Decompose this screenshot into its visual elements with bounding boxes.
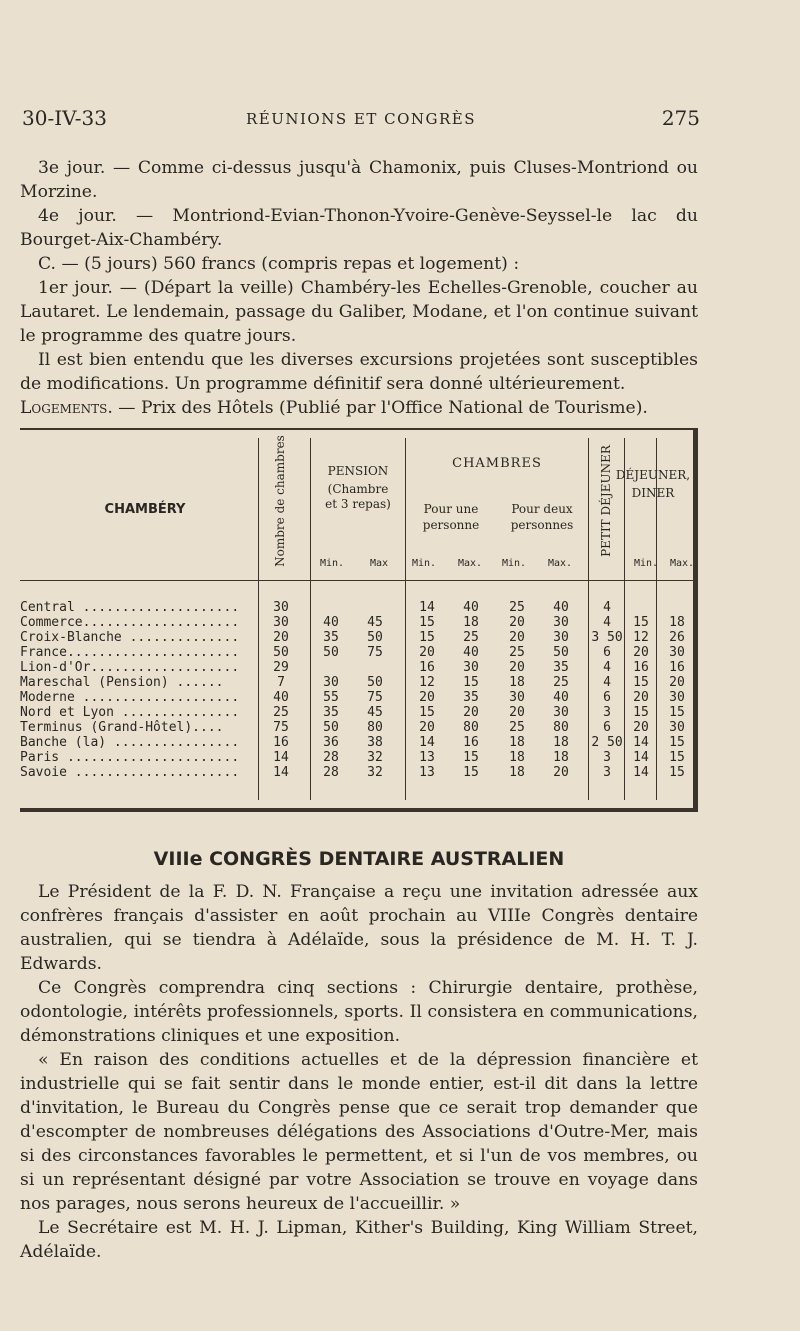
table-frame xyxy=(20,428,698,812)
meal-max: 15 xyxy=(669,735,685,750)
pension-max: 45 xyxy=(367,615,383,630)
double-min: 20 xyxy=(509,705,525,720)
double-max: 20 xyxy=(553,765,569,780)
pension-subheading: (Chambre xyxy=(327,482,389,496)
header-date: 30-IV-33 xyxy=(22,106,107,130)
meal-min: 15 xyxy=(633,675,649,690)
double-max: 40 xyxy=(553,690,569,705)
max-label: Max. xyxy=(670,558,695,569)
breakfast-price: 4 xyxy=(603,660,611,675)
page-header xyxy=(22,106,700,136)
pension-max: 50 xyxy=(367,675,383,690)
double-max: 18 xyxy=(553,735,569,750)
table-header-rule xyxy=(20,580,693,581)
breakfast-price: 4 xyxy=(603,615,611,630)
double-min: 25 xyxy=(509,645,525,660)
meal-max: 30 xyxy=(669,645,685,660)
table-row xyxy=(20,765,698,780)
min-label: Min. xyxy=(320,558,345,569)
lodging-label: Logements. xyxy=(20,398,113,418)
meal-min: 14 xyxy=(633,750,649,765)
table-row xyxy=(20,660,698,675)
table-row xyxy=(20,735,698,750)
table-row xyxy=(20,750,698,765)
single-max: 16 xyxy=(463,735,479,750)
single-max: 15 xyxy=(463,675,479,690)
pension-min: 35 xyxy=(323,705,339,720)
single-max: 40 xyxy=(463,645,479,660)
double-max: 30 xyxy=(553,615,569,630)
paragraph-excursions: Il est bien entendu que les diverses excursions projetées sont susceptibles de modifications. Un programme définitif sera donné ultérieurement. xyxy=(20,350,698,394)
pension-max: 32 xyxy=(367,765,383,780)
breakfast-price: 3 xyxy=(603,765,611,780)
header-title: RÉUNIONS ET CONGRÈS xyxy=(245,110,477,128)
double-min: 18 xyxy=(509,735,525,750)
paragraph-day-4: 4e jour. — Montriond-Evian-Thonon-Yvoire-Genève-Seyssel-le lac du Bourget-Aix-Chambéry. xyxy=(20,206,698,250)
pension-heading: PENSION xyxy=(327,464,389,478)
rooms-count: 25 xyxy=(273,705,289,720)
single-min: 14 xyxy=(419,735,435,750)
breakfast-price: 3 50 xyxy=(591,630,623,645)
single-max: 18 xyxy=(463,615,479,630)
double-min: 18 xyxy=(509,675,525,690)
meal-max: 20 xyxy=(669,675,685,690)
breakfast-price: 3 xyxy=(603,750,611,765)
pension-min: 55 xyxy=(323,690,339,705)
congress-paragraph: Le Président de la F. D. N. Française a reçu une invitation adressée aux confrères français d'assister en août prochain au VIIIe Congrès dentaire australien, qui se tiendra à Adélaïde, sous la présidence de M. H. T. J. Edwards. xyxy=(20,882,698,974)
pension-min: 30 xyxy=(323,675,339,690)
min-label: Min. xyxy=(412,558,437,569)
double-min: 20 xyxy=(509,615,525,630)
single-min: 20 xyxy=(419,720,435,735)
hotel-name: Lion-d'Or................... xyxy=(20,660,240,675)
breakfast-price: 6 xyxy=(603,720,611,735)
hotel-price-table xyxy=(20,428,706,820)
double-max: 35 xyxy=(553,660,569,675)
congress-section xyxy=(20,880,698,1264)
meal-min: 14 xyxy=(633,735,649,750)
congress-paragraph: Ce Congrès comprendra cinq sections : Chirurgie dentaire, prothèse, odontologie, intérêts professionnels, sports. Il consistera en communications, démonstrations cliniques et une exposition. xyxy=(20,978,698,1046)
table-row xyxy=(20,600,698,615)
pension-max: 45 xyxy=(367,705,383,720)
meal-min: 16 xyxy=(633,660,649,675)
lodging-text: — Prix des Hôtels (Publié par l'Office National de Tourisme). xyxy=(112,398,648,418)
rooms-column-heading: Nombre de chambres xyxy=(273,435,287,567)
paragraph-day-3: 3e jour. — Comme ci-dessus jusqu'à Chamonix, puis Cluses-Montriond ou Morzine. xyxy=(20,158,698,202)
breakfast-price: 6 xyxy=(603,645,611,660)
meal-min: 14 xyxy=(633,765,649,780)
meal-min: 15 xyxy=(633,615,649,630)
max-label: Max. xyxy=(458,558,483,569)
meal-max: 18 xyxy=(669,615,685,630)
page-number: 275 xyxy=(661,106,700,130)
single-min: 15 xyxy=(419,615,435,630)
table-row xyxy=(20,675,698,690)
intro-section xyxy=(20,156,698,420)
meal-max: 15 xyxy=(669,750,685,765)
single-min: 20 xyxy=(419,645,435,660)
rooms-count: 40 xyxy=(273,690,289,705)
paragraph-day-1: 1er jour. — (Départ la veille) Chambéry-les Echelles-Grenoble, coucher au Lautaret. Le lendemain, passage du Galiber, Modane, et l'on continue suivant le programme des quatre jours. xyxy=(20,278,698,346)
single-min: 13 xyxy=(419,765,435,780)
single-max: 25 xyxy=(463,630,479,645)
double-max: 30 xyxy=(553,705,569,720)
rooms-count: 29 xyxy=(273,660,289,675)
single-min: 15 xyxy=(419,630,435,645)
table-row xyxy=(20,615,698,630)
hotel-name: Mareschal (Pension) ...... xyxy=(20,675,224,690)
pension-max: 75 xyxy=(367,690,383,705)
pension-min: 50 xyxy=(323,720,339,735)
meal-min: 15 xyxy=(633,705,649,720)
single-min: 12 xyxy=(419,675,435,690)
hotel-name: Nord et Lyon ............... xyxy=(20,705,240,720)
meal-min: 12 xyxy=(633,630,649,645)
table-row xyxy=(20,705,698,720)
double-min: 30 xyxy=(509,690,525,705)
rooms-count: 7 xyxy=(277,675,285,690)
single-max: 80 xyxy=(463,720,479,735)
meal-max: 15 xyxy=(669,705,685,720)
pension-min: 40 xyxy=(323,615,339,630)
hotel-name: Banche (la) ................ xyxy=(20,735,240,750)
min-label: Min. xyxy=(634,558,659,569)
breakfast-price: 4 xyxy=(603,600,611,615)
rooms-count: 50 xyxy=(273,645,289,660)
pension-max: 38 xyxy=(367,735,383,750)
hotel-name: Moderne .................... xyxy=(20,690,240,705)
rooms-count: 30 xyxy=(273,600,289,615)
hotel-name: Paris ...................... xyxy=(20,750,240,765)
breakfast-price: 3 xyxy=(603,705,611,720)
single-max: 35 xyxy=(463,690,479,705)
pension-max: 80 xyxy=(367,720,383,735)
congress-heading: VIIIe CONGRÈS DENTAIRE AUSTRALIEN xyxy=(153,848,565,870)
pension-min: 36 xyxy=(323,735,339,750)
meal-max: 16 xyxy=(669,660,685,675)
meal-min: 20 xyxy=(633,720,649,735)
hotel-name: Croix-Blanche .............. xyxy=(20,630,240,645)
hotel-name: Central .................... xyxy=(20,600,240,615)
rooms-count: 20 xyxy=(273,630,289,645)
meals-heading: DINER xyxy=(631,486,675,500)
rooms-heading: CHAMBRES xyxy=(452,456,542,471)
single-max: 20 xyxy=(463,705,479,720)
rooms-count: 75 xyxy=(273,720,289,735)
single-min: 20 xyxy=(419,690,435,705)
double-max: 80 xyxy=(553,720,569,735)
single-min: 15 xyxy=(419,705,435,720)
pension-min: 28 xyxy=(323,750,339,765)
breakfast-price: 6 xyxy=(603,690,611,705)
table-row xyxy=(20,720,698,735)
double-max: 50 xyxy=(553,645,569,660)
min-label: Min. xyxy=(502,558,527,569)
pension-min: 35 xyxy=(323,630,339,645)
pension-min: 28 xyxy=(323,765,339,780)
meal-max: 15 xyxy=(669,765,685,780)
double-min: 20 xyxy=(509,630,525,645)
rooms-count: 30 xyxy=(273,615,289,630)
single-min: 14 xyxy=(419,600,435,615)
single-max: 40 xyxy=(463,600,479,615)
double-min: 25 xyxy=(509,720,525,735)
double-max: 30 xyxy=(553,630,569,645)
congress-paragraph: « En raison des conditions actuelles et de la dépression financière et industrielle qui se fait sentir dans le monde entier, est-il dit dans la lettre d'invitation, le Bureau du Congrès pense que ce serait trop demander que d'escompter de nombreuses délégations des Associations d'Outre-Mer, mais si des circonstances favorables le permettent, et si l'un de vos membres, ou si un représentant désigné par votre Association se trouve en voyage dans nos parages, nous serons heureux de l'accueillir. » xyxy=(20,1050,698,1214)
meal-max: 30 xyxy=(669,720,685,735)
rooms-count: 14 xyxy=(273,750,289,765)
pension-subheading: et 3 repas) xyxy=(325,497,391,511)
pension-max: 75 xyxy=(367,645,383,660)
single-room-heading: Pour une xyxy=(423,502,479,516)
max-label: Max. xyxy=(548,558,573,569)
double-min: 18 xyxy=(509,765,525,780)
table-row xyxy=(20,690,698,705)
meals-heading: DÉJEUNER, xyxy=(615,468,691,482)
rooms-count: 14 xyxy=(273,765,289,780)
single-min: 16 xyxy=(419,660,435,675)
meal-max: 30 xyxy=(669,690,685,705)
pension-min: 50 xyxy=(323,645,339,660)
hotel-name: Savoie ..................... xyxy=(20,765,240,780)
hotel-name: Commerce.................... xyxy=(20,615,240,630)
paragraph-option-c: C. — (5 jours) 560 francs (compris repas et logement) : xyxy=(38,254,520,274)
single-max: 15 xyxy=(463,765,479,780)
pension-max: 32 xyxy=(367,750,383,765)
single-room-heading: personne xyxy=(422,518,480,532)
table-row xyxy=(20,645,698,660)
double-max: 25 xyxy=(553,675,569,690)
breakfast-price: 4 xyxy=(603,675,611,690)
max-label: Max xyxy=(370,558,389,569)
breakfast-column-heading: PETIT DÉJEUNER xyxy=(599,445,613,557)
single-max: 15 xyxy=(463,750,479,765)
double-max: 40 xyxy=(553,600,569,615)
table-row xyxy=(20,630,698,645)
paragraph-lodging xyxy=(20,396,698,420)
double-room-heading: personnes xyxy=(510,518,574,532)
double-max: 18 xyxy=(553,750,569,765)
hotel-name: France...................... xyxy=(20,645,240,660)
meal-max: 26 xyxy=(669,630,685,645)
meal-min: 20 xyxy=(633,690,649,705)
double-min: 18 xyxy=(509,750,525,765)
double-min: 20 xyxy=(509,660,525,675)
table-city-heading: CHAMBÉRY xyxy=(104,502,186,517)
pension-max: 50 xyxy=(367,630,383,645)
rooms-count: 16 xyxy=(273,735,289,750)
hotel-name: Terminus (Grand-Hôtel).... xyxy=(20,720,224,735)
double-room-heading: Pour deux xyxy=(511,502,573,516)
congress-paragraph: Le Secrétaire est M. H. J. Lipman, Kither's Building, King William Street, Adélaïde. xyxy=(20,1218,698,1262)
single-min: 13 xyxy=(419,750,435,765)
meal-min: 20 xyxy=(633,645,649,660)
single-max: 30 xyxy=(463,660,479,675)
double-min: 25 xyxy=(509,600,525,615)
breakfast-price: 2 50 xyxy=(591,735,623,750)
